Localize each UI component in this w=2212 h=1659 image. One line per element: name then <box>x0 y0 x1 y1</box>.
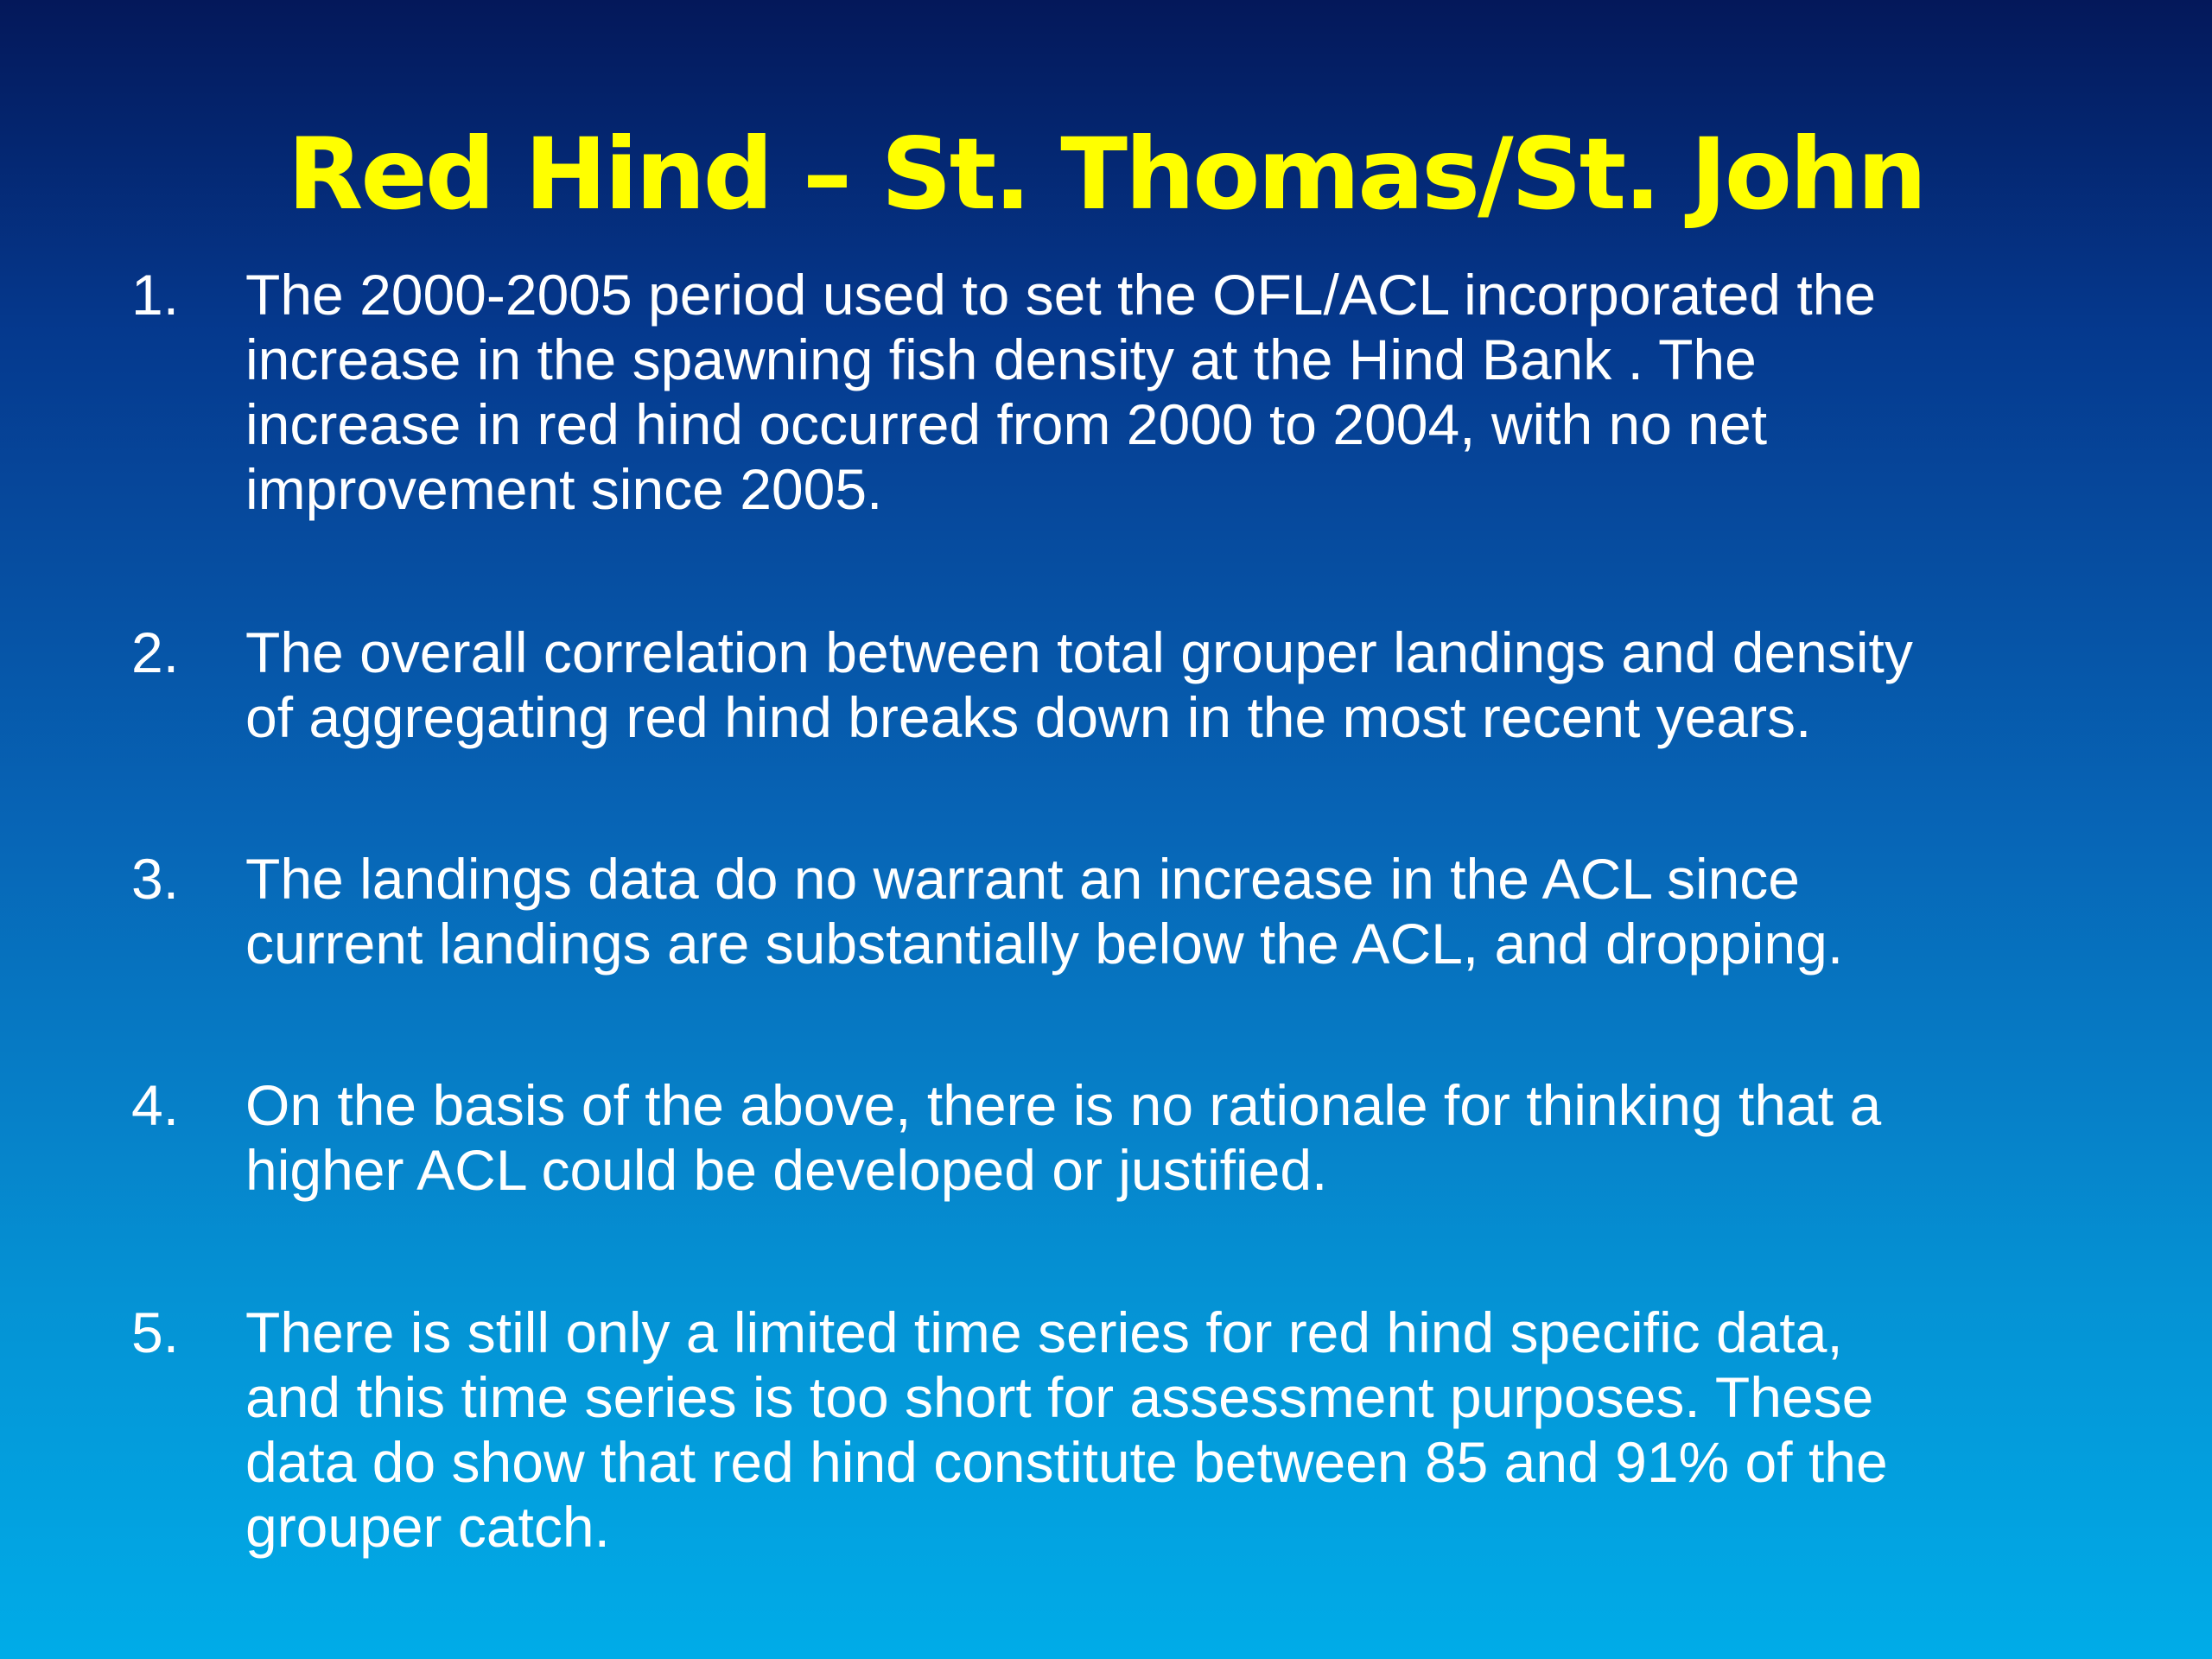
text-line: higher ACL could be developed or justified. <box>245 1138 1328 1202</box>
text-line: There is still only a limited time series for red hind specific data, <box>245 1300 1843 1364</box>
list-item-text <box>245 847 2119 976</box>
text-line: The overall correlation between total grouper landings and density <box>245 620 1913 684</box>
list-item-number: 1. <box>131 263 180 327</box>
text-line: increase in the spawning fish density at the Hind Bank . The <box>245 327 1757 391</box>
list-item-text <box>245 263 2119 522</box>
list-item-text <box>245 1073 2119 1203</box>
list-item-number: 2. <box>131 620 180 684</box>
list-item-text <box>245 1300 2119 1560</box>
list-item-text <box>245 620 2119 750</box>
text-line: data do show that red hind constitute between 85 and 91% of the <box>245 1430 1888 1494</box>
list-item-number: 4. <box>131 1073 180 1137</box>
list-item-number: 5. <box>131 1300 180 1364</box>
text-line: grouper catch. <box>245 1495 610 1559</box>
text-line: of aggregating red hind breaks down in the most recent years. <box>245 685 1812 749</box>
text-line: The 2000-2005 period used to set the OFL/ACL incorporated the <box>245 263 1877 327</box>
text-line: current landings are substantially below the ACL, and dropping. <box>245 912 1844 976</box>
text-line: The landings data do no warrant an increase in the ACL since <box>245 847 1801 911</box>
list-item-number: 3. <box>131 847 180 911</box>
text-line: improvement since 2005. <box>245 457 883 521</box>
text-line: On the basis of the above, there is no rationale for thinking that a <box>245 1073 1882 1137</box>
text-line: and this time series is too short for assessment purposes. These <box>245 1365 1874 1429</box>
text-line: increase in red hind occurred from 2000 to 2004, with no net <box>245 392 1768 456</box>
slide-title: Red Hind – St. Thomas/St. John <box>287 117 1925 232</box>
